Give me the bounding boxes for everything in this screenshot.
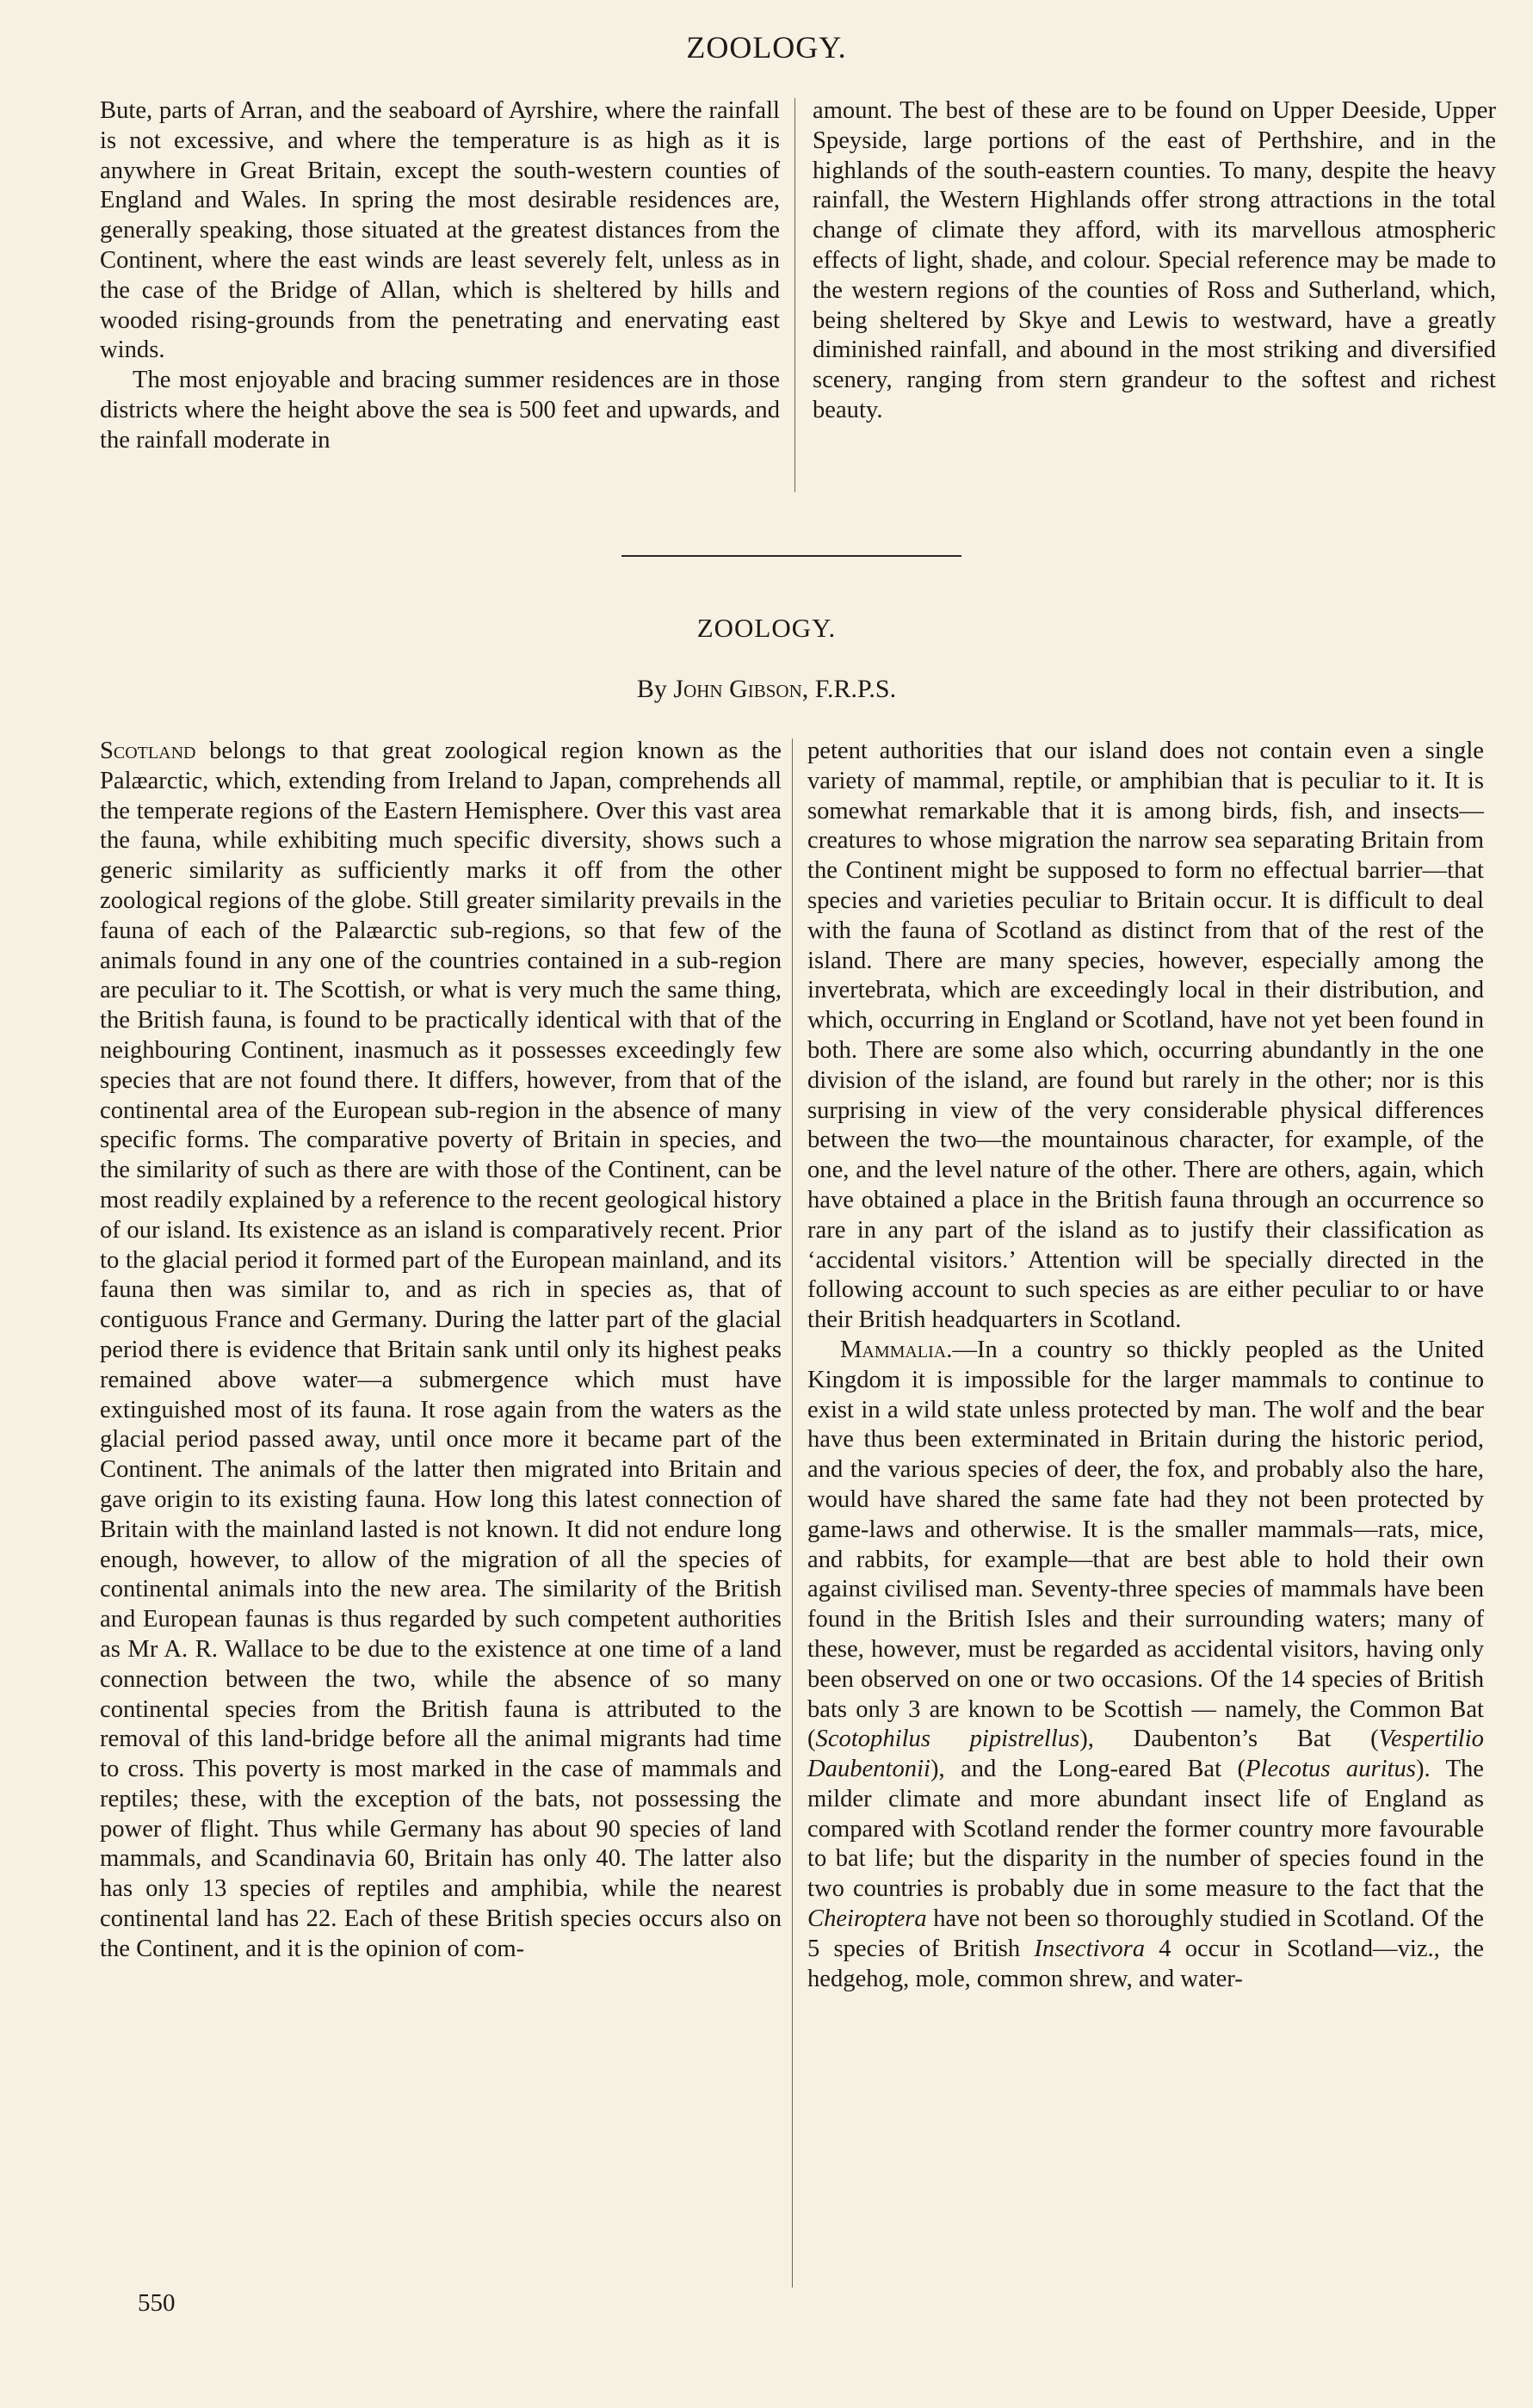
column-divider [792,738,793,2288]
article-title: ZOOLOGY. [696,613,837,643]
running-head: ZOOLOGY. [686,30,847,65]
column-divider [794,98,795,492]
paragraph-text: 4 occur in Scotland—viz., the hedgehog, mole, common shrew, and water- [807,1935,1484,1992]
species-name: Plecotus auritus [1246,1756,1416,1783]
top-right-column [813,96,1496,426]
paragraph-text: belongs to that great zoological region known as the Palæarctic, which, extending from Ireland to Japan, comprehends all the temperate regions of the Eastern Hemisphere. Over this vast area the fauna, while exhibiting much specific diversity, shows such a generic similarity as sufficiently marks it off from the other zoological regions of the globe. Still greater similarity prevails in the fauna of each of the Palæarctic sub-regions, so that few of the animals found in any one of the countries contained in a sub-region are peculiar to it. The Scottish, or what is very much the same thing, the British fauna, is found to be practically identical with that of the neighbouring Continent, inasmuch as it possesses exceedingly few species that are not found there. It differs, however, from that of the continental area of the European sub-region in the absence of many specific forms. The comparative poverty of Britain in species, and the similarity of such as there are with those of the Continent, can be most readily explained by a reference to the recent geological history of our island. Its existence as an island is comparatively recent. Prior to the glacial period it formed part of the European mainland, and its fauna then was similar to, and as rich in species as, that of contiguous France and Germany. During the latter part of the glacial period there is evidence that Britain sank until only its highest peaks remained above water—a submergence which must have extinguished most of its fauna. It rose again from the waters as the glacial period passed away, until once more it became part of the Continent. The animals of the latter then migrated into Britain and gave origin to its existing fauna. How long this latest connection of Britain with the mainland lasted is not known. It did not endure long enough, however, to allow of the migration of all the species of continental animals into the new area. The similarity of the British and European faunas is thus regarded by such competent authorities as Mr A. R. Wallace to be due to the existence at one time of a land connection between the two, while the absence of so many continental species from the British fauna is attributed to the removal of this land-bridge before all the animal migrants had time to cross. This poverty is most marked in the case of mammals and reptiles; these, with the exception of the bats, not possessing the power of flight. Thus while Germany has about 90 species of land mammals, and Scandinavia 60, Britain has only 40. The latter also has only 13 species of reptiles and amphibia, while the nearest continental land has 22. Each of these British species occurs also on the Continent, and it is the opinion of com- [100,738,782,1962]
taxon-name: Insectivora [1034,1935,1146,1962]
taxon-name: Cheiroptera [807,1905,927,1933]
paragraph: Bute, parts of Arran, and the seaboard of Ayrshire, where the rainfall is not excessive, and where the temperature is as high as it is anywhere in Great Britain, except the south-western counties of England and Wales. In spring the most desirable residences are, generally speaking, those situated at the greatest distances from the Continent, where the east winds are least severely felt, unless as in the case of the Bridge of Allan, which is sheltered by hills and wooded rising-grounds from the penetrating and enervating east winds. [100,97,780,364]
section-rule [621,555,961,557]
byline-prefix: By [636,675,674,703]
paragraph: amount. The best of these are to be found on Upper Deeside, Upper Speyside, large portions of the east of Perthshire, and in the highlands of the south-eastern counties. To many, despite the heavy rainfall, the Western Highlands offer strong attractions in the total change of climate they afford, with its marvellous atmospheric effects of light, shade, and colour. Special reference may be made to the western regions of the counties of Ross and Sutherland, which, being sheltered by Skye and Lewis to westward, have a greatly diminished rainfall, and abound in the most striking and diversified scenery, ranging from stern grandeur to the softest and richest beauty. [813,97,1496,423]
article-left-column [100,737,782,1965]
lead-word: Scotland [100,738,196,764]
byline [0,675,1533,704]
top-left-column [100,96,780,456]
paragraph-text: .—In a country so thickly peopled as the United Kingdom it is impossible for the larger mammals to continue to exist in a wild state unless protected by man. The wolf and the bear have thus been exterminated in Britain during the historic period, and the various species of deer, the fox, and probably also the hare, would have shared the same fate had they not been protected by game-laws and otherwise. It is the smaller mammals—rats, mice, and rabbits, for example—that are best able to hold their own against civilised man. Seventy-three species of mammals have been found in the British Isles and their surrounding waters; many of these, however, must be regarded as accidental visitors, having only been observed on one or two occasions. Of the 14 species of British bats only 3 are known to be Scottish — namely, the Common Bat ( [807,1336,1484,1753]
paragraph-text: ). The milder climate and more abundant insect life of England as compared with Scotland render the former country more favourable to bat life; but the disparity in the number of species found in the two countries is probably due in some measure to the fact that the [807,1756,1484,1903]
page-number: 550 [138,2289,176,2317]
paragraph-text: ), Daubenton’s Bat ( [1079,1726,1379,1753]
paragraph-text: ), and the Long-eared Bat ( [930,1756,1246,1783]
paragraph [100,737,782,1965]
paragraph: petent authorities that our island does not contain even a single variety of mammal, reptile, or amphibian that is peculiar to it. It is somewhat remarkable that it is among birds, fish, and insects—creatures to whose migration the narrow sea separating Britain from the Continent might be supposed to form no effectual barrier—that species and varieties peculiar to Britain occur. It is difficult to deal with the fauna of Scotland as distinct from that of the rest of the island. There are many species, however, especially among the invertebrata, which are exceedingly local in their distribution, and which, occurring in England or Scotland, have not yet been found in both. There are some also which, occurring abundantly in the one division of the island, are found but rarely in the other; nor is this surprising in view of the very considerable physical differences between the two—the mountainous character, for example, of the one, and the level nature of the other. There are others, again, which have obtained a place in the British fauna through an occurrence so rare in any part of the island as to justify their classification as ‘accidental visitors.’ Attention will be specially directed in the following account to such species as are either peculiar to or have their British headquarters in Scotland. [807,738,1484,1334]
article-right-column [807,737,1484,1994]
byline-suffix: , F.R.P.S. [801,675,897,703]
species-name: Scotophilus pipistrellus [815,1726,1080,1753]
paragraph: The most enjoyable and bracing summer residences are in those districts where the height above the sea is 500 feet and upwards, and the rainfall moderate in [100,367,780,454]
paragraph-text: have not been so thoroughly studied in Scotland. Of the 5 species of British [807,1905,1484,1962]
paragraph [807,1336,1484,1995]
byline-author: John Gibson [673,675,802,703]
species-name: Vespertilio Daubentonii [807,1726,1484,1783]
section-heading-mammalia: Mammalia [840,1336,947,1363]
